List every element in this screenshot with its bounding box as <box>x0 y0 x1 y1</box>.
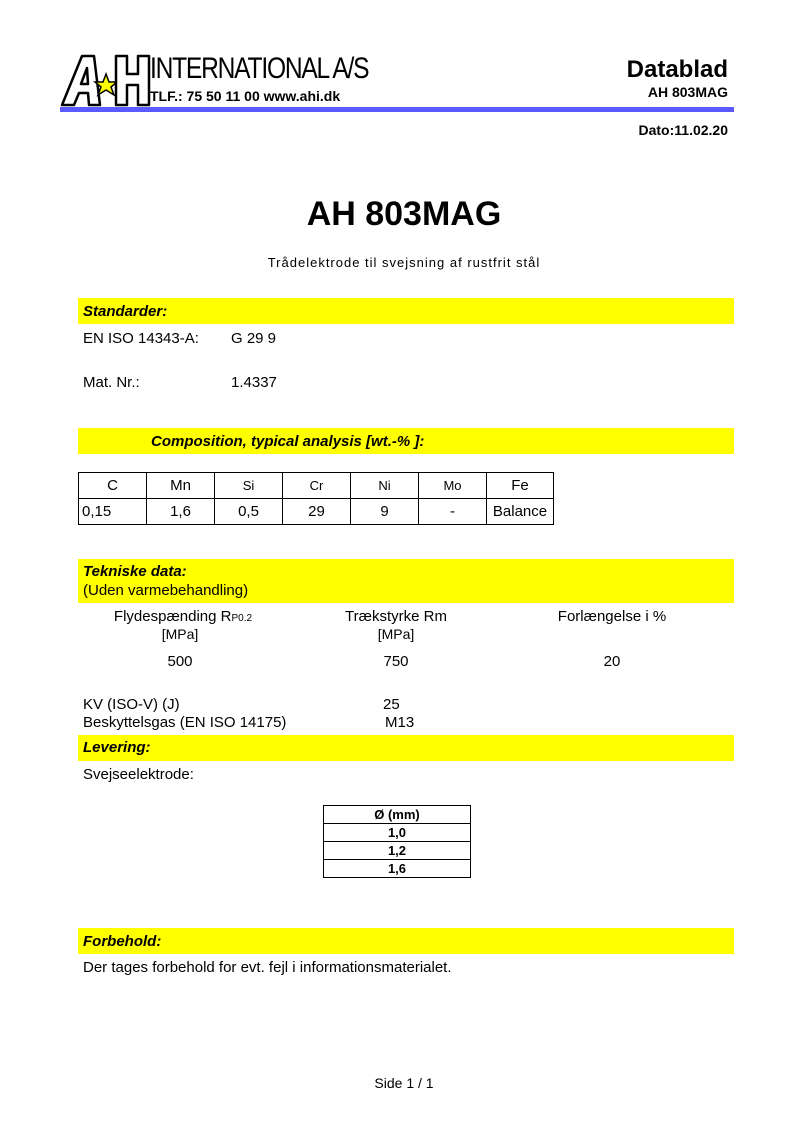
element-header: Cr <box>283 473 351 499</box>
element-value: 1,6 <box>147 499 215 525</box>
tensile-unit: [MPa] <box>377 626 415 642</box>
element-header: Mo <box>419 473 487 499</box>
tensile-value: 750 <box>383 653 409 670</box>
element-header: Si <box>215 473 283 499</box>
element-header: C <box>79 473 147 499</box>
diameter-value: 1,0 <box>324 824 471 842</box>
element-header: Fe <box>487 473 554 499</box>
shielding-gas-value: M13 <box>385 714 415 731</box>
yield-strength-label <box>88 608 278 625</box>
yield-label-text: Flydespænding R <box>113 608 232 625</box>
composition-value-row <box>79 499 554 525</box>
reservation-heading: Forbehold: <box>83 933 162 950</box>
shielding-gas-label: Beskyttelsgas (EN ISO 14175) <box>83 714 287 731</box>
element-value: 29 <box>283 499 351 525</box>
document-date: Dato:11.02.20 <box>638 122 728 138</box>
standard-label: EN ISO 14343-A: <box>83 330 199 347</box>
reservation-section-header <box>78 928 734 954</box>
impact-energy-label: KV (ISO-V) (J) <box>83 696 180 713</box>
element-value: 0,5 <box>215 499 283 525</box>
yield-unit: [MPa] <box>161 626 199 642</box>
composition-table <box>78 472 554 525</box>
elongation-value: 20 <box>603 653 621 670</box>
diameter-row <box>324 824 471 842</box>
tensile-strength-label: Trækstyrke Rm <box>345 608 447 625</box>
delivery-text: Svejseelektrode: <box>83 766 194 783</box>
elongation-label: Forlængelse i % <box>557 608 667 625</box>
element-value: Balance <box>487 499 554 525</box>
diameter-value: 1,6 <box>324 860 471 878</box>
standard-value: G 29 9 <box>231 330 277 347</box>
header-product-name: AH 803MAG <box>647 84 728 100</box>
page-title: AH 803MAG <box>306 195 502 233</box>
diameter-row <box>324 842 471 860</box>
delivery-heading: Levering: <box>83 739 151 756</box>
reservation-text: Der tages forbehold for evt. fejl i informationsmaterialet. <box>83 959 452 976</box>
diameter-header: Ø (mm) <box>324 806 471 824</box>
element-value: 9 <box>351 499 419 525</box>
company-contact: TLF.: 75 50 11 00 www.ahi.dk <box>150 88 341 104</box>
element-header: Ni <box>351 473 419 499</box>
material-number-value: 1.4337 <box>231 374 277 391</box>
page-number: Side 1 / 1 <box>374 1075 434 1091</box>
delivery-section-header <box>78 735 734 761</box>
standards-section-header <box>78 298 734 324</box>
company-name: INTERNATIONAL A/S <box>150 52 369 85</box>
impact-energy-value: 25 <box>383 696 400 713</box>
diameter-table <box>323 805 471 878</box>
page-subtitle: Trådelektrode til svejsning af rustfrit stål <box>267 255 541 270</box>
diameter-row <box>324 860 471 878</box>
element-value: 0,15 <box>79 499 147 525</box>
yield-value: 500 <box>167 653 193 670</box>
yield-label-subscript: P0.2 <box>231 613 253 624</box>
standards-heading: Standarder: <box>83 303 168 320</box>
composition-section-header <box>78 428 734 454</box>
composition-heading: Composition, typical analysis [wt.-% ]: <box>151 433 425 450</box>
element-value: - <box>419 499 487 525</box>
technical-subheading: (Uden varmebehandling) <box>83 582 249 599</box>
diameter-header-row <box>324 806 471 824</box>
element-header: Mn <box>147 473 215 499</box>
ah-logo-icon <box>60 52 155 108</box>
diameter-value: 1,2 <box>324 842 471 860</box>
document-type: Datablad <box>626 56 728 83</box>
technical-heading: Tekniske data: <box>83 563 187 580</box>
material-number-label: Mat. Nr.: <box>83 374 140 391</box>
header-divider <box>60 107 734 112</box>
technical-section-header <box>78 559 734 603</box>
composition-header-row <box>79 473 554 499</box>
